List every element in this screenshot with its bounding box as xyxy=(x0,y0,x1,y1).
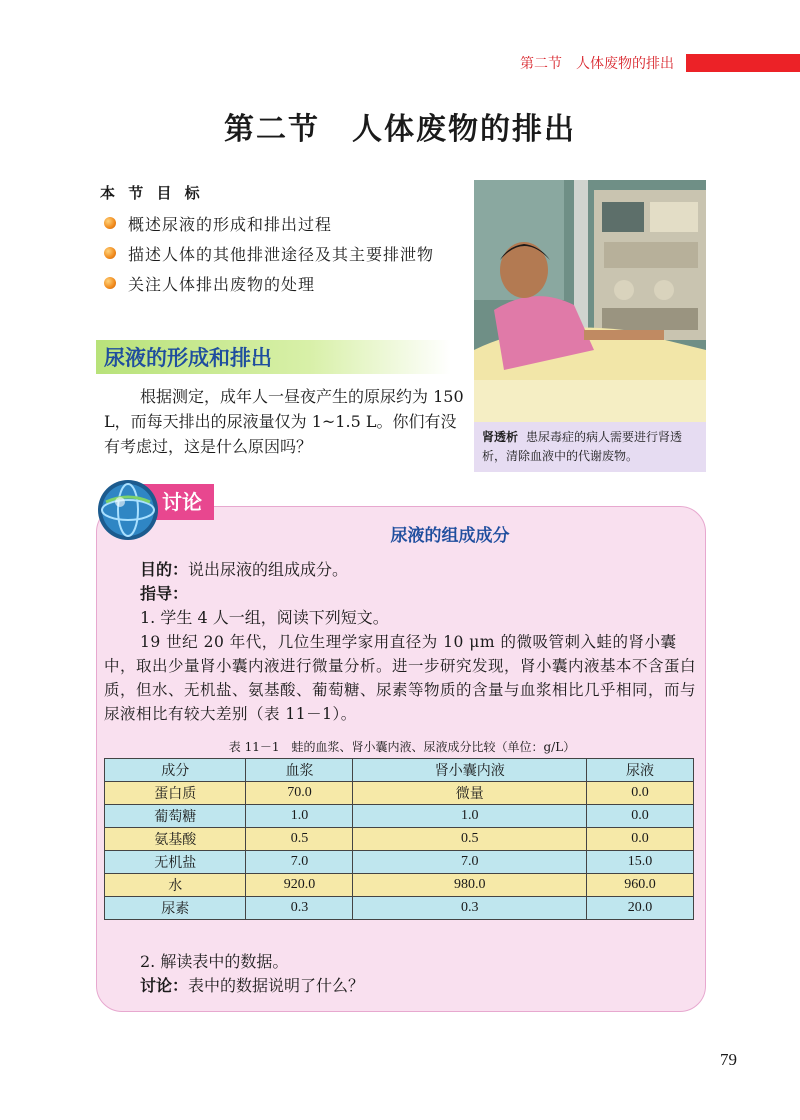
table-cell: 无机盐 xyxy=(105,851,246,874)
page-title: 第二节 人体废物的排出 xyxy=(224,112,576,147)
step-1: 1. 学生 4 人一组，阅读下列短文。 xyxy=(140,608,389,627)
composition-table xyxy=(104,758,694,920)
question-label: 讨论： xyxy=(140,976,189,995)
dialysis-photo xyxy=(474,180,706,422)
table-row xyxy=(105,828,694,851)
photo-caption xyxy=(474,422,706,472)
table-header-row xyxy=(105,759,694,782)
table-cell: 15.0 xyxy=(587,851,694,874)
table-row xyxy=(105,782,694,805)
discussion-badge-text: 讨论 xyxy=(162,490,202,514)
table-header-cell: 血浆 xyxy=(246,759,353,782)
table-header-cell: 成分 xyxy=(105,759,246,782)
table-cell: 1.0 xyxy=(246,805,353,828)
table-cell: 氨基酸 xyxy=(105,828,246,851)
bullet-icon xyxy=(104,277,116,289)
table-cell: 葡萄糖 xyxy=(105,805,246,828)
goal-text: 关注人体排出废物的处理 xyxy=(128,274,316,294)
goal-item xyxy=(104,208,434,238)
caption-label: 肾透析 xyxy=(482,430,519,444)
table-row xyxy=(105,897,694,920)
table-cell: 7.0 xyxy=(246,851,353,874)
table-cell: 0.0 xyxy=(587,805,694,828)
table-cell: 980.0 xyxy=(353,874,587,897)
goals-list xyxy=(104,208,434,298)
table-header-cell: 尿液 xyxy=(587,759,694,782)
table-header-cell: 肾小囊内液 xyxy=(353,759,587,782)
question-line xyxy=(140,974,364,998)
caption-text: 患尿毒症的病人需要进行肾透析，清除血液中的代谢废物。 xyxy=(482,430,683,463)
table-cell: 微量 xyxy=(353,782,587,805)
running-header xyxy=(520,52,800,74)
goal-text: 描述人体的其他排泄途径及其主要排泄物 xyxy=(128,244,435,264)
table-row xyxy=(105,874,694,897)
goal-item xyxy=(104,238,434,268)
running-header-text: 第二节 人体废物的排出 xyxy=(520,56,674,72)
purpose-line xyxy=(140,558,700,582)
table-cell: 0.3 xyxy=(353,897,587,920)
intro-paragraph: 根据测定，成年人一昼夜产生的原尿约为 150 L，而每天排出的尿液量仅为 1~1.5 L。你们有没有考虑过，这是什么原因吗？ xyxy=(104,387,464,456)
table-cell: 0.0 xyxy=(587,828,694,851)
discussion-title: 尿液的组成成分 xyxy=(390,526,510,546)
table-caption: 表 11－1 蛙的血浆、肾小囊内液、尿液成分比较（单位：g/L） xyxy=(228,740,576,754)
purpose-text: 说出尿液的组成成分。 xyxy=(188,560,349,579)
guide-line xyxy=(140,582,700,606)
table-cell: 7.0 xyxy=(353,851,587,874)
table-cell: 20.0 xyxy=(587,897,694,920)
running-header-red-bar xyxy=(686,54,800,72)
bullet-icon xyxy=(104,217,116,229)
goal-text: 概述尿液的形成和排出过程 xyxy=(128,214,333,234)
purpose-label: 目的： xyxy=(140,560,189,579)
bullet-icon xyxy=(104,247,116,259)
table-cell: 尿素 xyxy=(105,897,246,920)
guide-label: 指导： xyxy=(140,584,189,603)
table-cell: 1.0 xyxy=(353,805,587,828)
table-row xyxy=(105,851,694,874)
goal-item xyxy=(104,268,434,298)
table-cell: 70.0 xyxy=(246,782,353,805)
table-cell: 0.5 xyxy=(246,828,353,851)
goals-title: 本 节 目 标 xyxy=(100,184,204,202)
table-cell: 水 xyxy=(105,874,246,897)
table-cell: 920.0 xyxy=(246,874,353,897)
table-row xyxy=(105,805,694,828)
question-text: 表中的数据说明了什么？ xyxy=(188,976,365,995)
discussion-closing xyxy=(140,950,364,998)
passage-text: 19 世纪 20 年代，几位生理学家用直径为 10 μm 的微吸管刺入蛙的肾小囊中，取出少量肾小囊内液进行微量分析。进一步研究发现，肾小囊内液基本不含蛋白质，但水、无机盐、氨基酸、葡萄糖、尿素等物质的含量与血浆相比几乎相同，而与尿液相比有较大差别（表 11－1）。 xyxy=(104,633,697,723)
page-number: 79 xyxy=(720,1050,737,1069)
section-heading xyxy=(96,340,451,374)
discussion-body xyxy=(140,558,700,630)
section-heading-text: 尿液的形成和排出 xyxy=(104,346,272,370)
table-cell: 蛋白质 xyxy=(105,782,246,805)
table-cell: 0.0 xyxy=(587,782,694,805)
step-2: 2. 解读表中的数据。 xyxy=(140,952,289,971)
table-cell: 960.0 xyxy=(587,874,694,897)
reading-passage xyxy=(104,630,700,726)
table-cell: 0.5 xyxy=(353,828,587,851)
table-cell: 0.3 xyxy=(246,897,353,920)
